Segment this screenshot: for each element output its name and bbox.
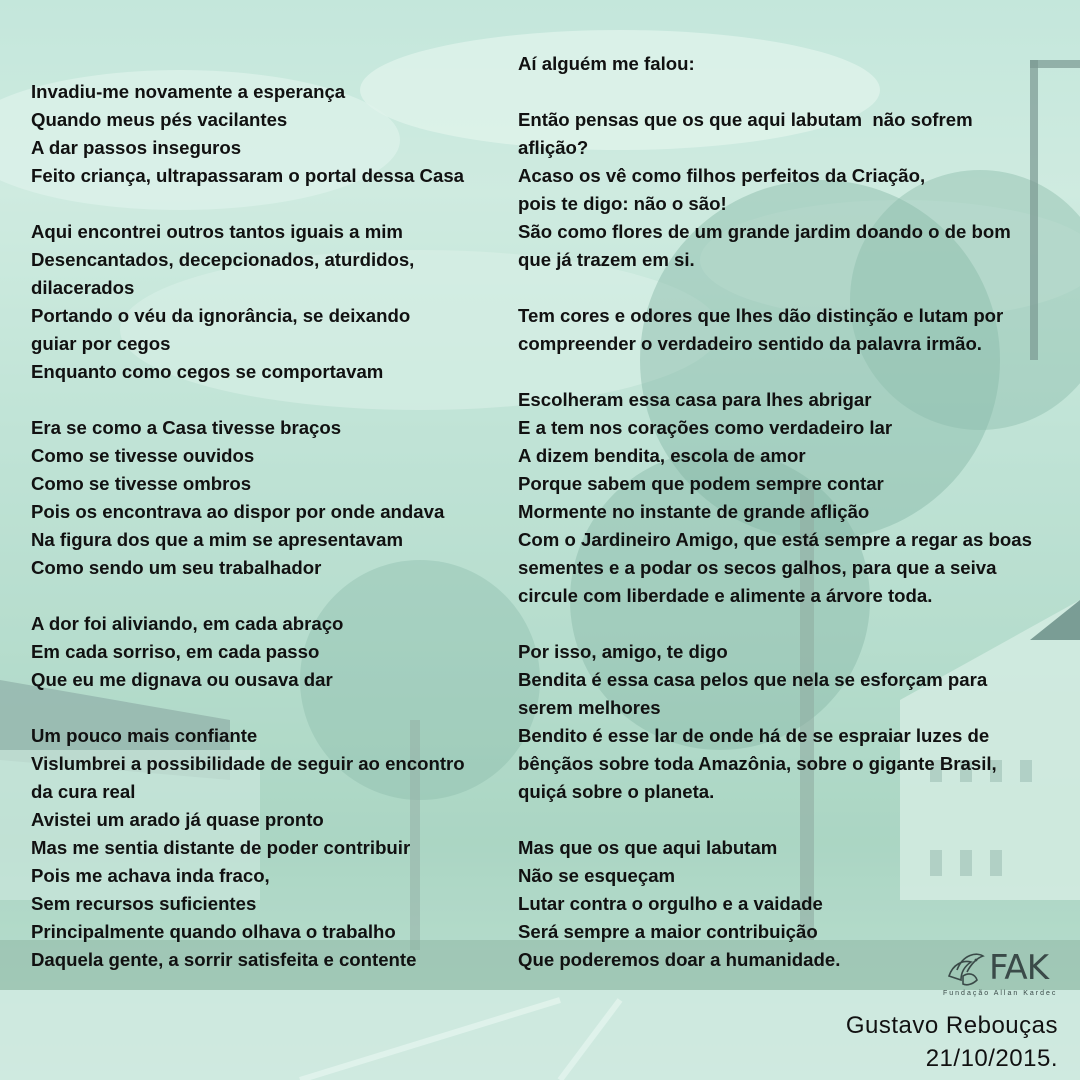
poem-line: A dar passos inseguros [31,137,242,158]
poem-line: que já trazem em si. [518,249,695,270]
poem-line: Como sendo um seu trabalhador [31,557,322,578]
poem-line: Mormente no instante de grande aflição [518,501,870,522]
poem-line: Era se como a Casa tivesse braços [31,417,342,438]
poem-line: Principalmente quando olhava o trabalho [31,921,396,942]
stanza-break [518,274,1073,302]
fak-logo [943,946,1065,1000]
poem-line: E a tem nos corações como verdadeiro lar [518,417,893,438]
poem-line: Que eu me dignava ou ousava dar [31,669,333,690]
poem-line: Sem recursos suficientes [31,893,257,914]
poem-line: Será sempre a maior contribuição [518,921,818,942]
poem-date: 21/10/2015. [925,1045,1058,1072]
stanza-break [31,386,506,414]
poem-line: Desencantados, decepcionados, aturdidos, [31,249,415,270]
poem-line: aflição? [518,137,589,158]
poem-line: Vislumbrei a possibilidade de seguir ao encontro [31,753,465,774]
poem-line: Quando meus pés vacilantes [31,109,288,130]
poem-line: Lutar contra o orgulho e a vaidade [518,893,823,914]
poem-line: guiar por cegos [31,333,171,354]
poem-line: Tem cores e odores que lhes dão distinção e lutam por [518,305,1004,326]
stanza-break [31,190,506,218]
poem-line: compreender o verdadeiro sentido da palavra irmão. [518,333,982,354]
stanza-break [31,582,506,610]
poem-line: Bendito é esse lar de onde há de se espraiar luzes de [518,725,990,746]
poem-line: Em cada sorriso, em cada passo [31,641,320,662]
poem-line: Enquanto como cegos se comportavam [31,361,384,382]
poem-line: Bendita é essa casa pelos que nela se esforçam para [518,669,988,690]
poem-line: Acaso os vê como filhos perfeitos da Criação, [518,165,926,186]
logo-wordmark: FAK [989,948,1048,988]
poem-line: Não se esqueçam [518,865,676,886]
poem-line: sementes e a podar os secos galhos, para que a seiva [518,557,997,578]
poem-line: Mas me sentia distante de poder contribuir [31,837,411,858]
poem-line: Aí alguém me falou: [518,53,695,74]
poem-line: pois te digo: não o são! [518,193,727,214]
poem-line: Avistei um arado já quase pronto [31,809,324,830]
poem-line: Como se tivesse ombros [31,473,252,494]
poem-line: Como se tivesse ouvidos [31,445,255,466]
stanza-break [518,610,1073,638]
poem-line: bênçãos sobre toda Amazônia, sobre o gigante Brasil, [518,753,997,774]
poem-line: A dizem bendita, escola de amor [518,445,806,466]
poem-left-column [31,78,506,974]
poem-line: Um pouco mais confiante [31,725,258,746]
poem-line: Por isso, amigo, te digo [518,641,728,662]
poem-line: quiçá sobre o planeta. [518,781,715,802]
author-name: Gustavo Rebouças [845,1012,1058,1039]
poem-line: Mas que os que aqui labutam [518,837,778,858]
poem-line: Feito criança, ultrapassaram o portal dessa Casa [31,165,465,186]
poem-line: Daquela gente, a sorrir satisfeita e contente [31,949,417,970]
poem-right-column [518,50,1073,974]
dove-hands-icon [943,946,989,992]
poem-line: A dor foi aliviando, em cada abraço [31,613,344,634]
poem-line: Com o Jardineiro Amigo, que está sempre a regar as boas [518,529,1032,550]
stanza-break [518,806,1073,834]
poem-line: Invadiu-me novamente a esperança [31,81,346,102]
poem-line: São como flores de um grande jardim doando o de bom [518,221,1011,242]
poem-line: Na figura dos que a mim se apresentavam [31,529,404,550]
stanza-break [518,358,1073,386]
poem-line: serem melhores [518,697,661,718]
poem-line: Pois me achava inda fraco, [31,865,270,886]
poem-line: Pois os encontrava ao dispor por onde andava [31,501,445,522]
poem-line: Porque sabem que podem sempre contar [518,473,884,494]
poem-line: Aqui encontrei outros tantos iguais a mim [31,221,403,242]
poem-line: da cura real [31,781,136,802]
poem-line: Que poderemos doar a humanidade. [518,949,841,970]
stanza-break [31,694,506,722]
poem-line: dilacerados [31,277,135,298]
logo-subtitle: Fundação Allan Kardec [943,990,1058,997]
poem-line: Então pensas que os que aqui labutam não sofrem [518,109,973,130]
poem-line: Escolheram essa casa para lhes abrigar [518,389,872,410]
stanza-break [518,78,1073,106]
poem-line: Portando o véu da ignorância, se deixando [31,305,411,326]
poem-line: circule com liberdade e alimente a árvore toda. [518,585,933,606]
